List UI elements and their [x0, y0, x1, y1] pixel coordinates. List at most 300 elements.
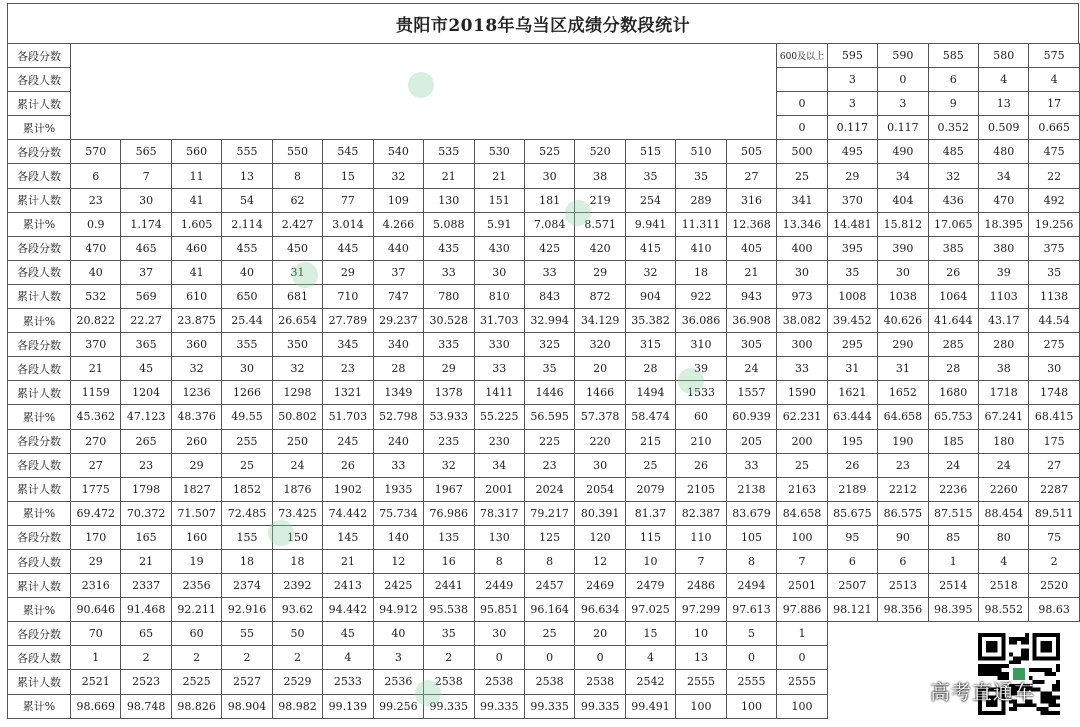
table-cell: 87.515	[928, 501, 978, 525]
table-cell: 95.851	[474, 598, 524, 622]
table-cell: 7	[676, 549, 726, 573]
row-label: 累计%	[8, 694, 71, 718]
table-cell: 681	[272, 284, 322, 308]
table-cell: 170	[71, 525, 121, 549]
table-cell: 21	[323, 549, 373, 573]
table-cell: 29	[575, 260, 625, 284]
table-cell: 280	[979, 333, 1029, 357]
table-cell: 140	[373, 525, 423, 549]
table-cell: 2	[222, 646, 272, 670]
table-cell: 32	[373, 164, 423, 188]
table-cell: 64.658	[878, 405, 928, 429]
table-cell: 1204	[121, 381, 171, 405]
table-cell: 8	[524, 549, 574, 573]
table-cell: 1718	[979, 381, 1029, 405]
table-cell: 99.139	[323, 694, 373, 718]
table-cell: 580	[979, 44, 1029, 68]
table-cell: 4	[979, 549, 1029, 573]
table-cell: 225	[524, 429, 574, 453]
table-cell: 77	[323, 188, 373, 212]
table-cell: 155	[222, 525, 272, 549]
table-cell: 20	[575, 357, 625, 381]
table-cell: 1902	[323, 477, 373, 501]
table-cell: 22.27	[121, 309, 171, 333]
table-cell: 569	[121, 284, 171, 308]
table-cell: 530	[474, 140, 524, 164]
table-cell: 33	[777, 357, 827, 381]
table-cell: 32	[171, 357, 221, 381]
table-cell: 3	[827, 68, 877, 92]
table-cell: 30	[777, 260, 827, 284]
table-cell: 2555	[777, 670, 827, 694]
table-cell: 5.088	[424, 212, 474, 236]
table-cell: 52.798	[373, 405, 423, 429]
table-cell: 25	[524, 622, 574, 646]
table-cell: 650	[222, 284, 272, 308]
table-cell: 13	[676, 646, 726, 670]
table-cell: 365	[121, 333, 171, 357]
table-cell: 335	[424, 333, 474, 357]
table-cell: 10	[625, 549, 675, 573]
table-cell: 150	[272, 525, 322, 549]
table-cell: 425	[524, 236, 574, 260]
table-cell: 525	[524, 140, 574, 164]
table-cell: 2533	[323, 670, 373, 694]
table-cell: 99.256	[373, 694, 423, 718]
table-cell: 2527	[222, 670, 272, 694]
table-cell	[777, 68, 827, 92]
table-cell: 33	[474, 357, 524, 381]
table-cell: 215	[625, 429, 675, 453]
table-cell: 8	[726, 549, 777, 573]
table-cell: 90.646	[71, 598, 121, 622]
table-cell: 135	[424, 525, 474, 549]
table-cell: 0.117	[878, 116, 928, 140]
table-cell: 235	[424, 429, 474, 453]
table-cell: 1967	[424, 477, 474, 501]
table-cell: 532	[71, 284, 121, 308]
table-cell: 100	[777, 694, 827, 718]
table-cell: 290	[878, 333, 928, 357]
table-cell: 0.509	[979, 116, 1029, 140]
table-cell: 1159	[71, 381, 121, 405]
table-cell: 430	[474, 236, 524, 260]
table-cell: 115	[625, 525, 675, 549]
table-cell: 160	[171, 525, 221, 549]
table-cell: 100	[676, 694, 726, 718]
table-cell: 36.908	[726, 309, 777, 333]
table-cell: 2518	[979, 574, 1029, 598]
table-cell: 98.826	[171, 694, 221, 718]
table-cell: 29	[71, 549, 121, 573]
table-cell: 1236	[171, 381, 221, 405]
table-cell: 300	[777, 333, 827, 357]
table-cell: 2507	[827, 574, 877, 598]
table-cell: 100	[777, 525, 827, 549]
table-cell: 79.217	[524, 501, 574, 525]
table-cell: 13	[222, 164, 272, 188]
table-cell: 30	[121, 188, 171, 212]
table-cell: 6	[71, 164, 121, 188]
table-cell: 70	[71, 622, 121, 646]
row-label: 各段分数	[8, 429, 71, 453]
table-cell: 98.669	[71, 694, 121, 718]
row-label: 各段分数	[8, 140, 71, 164]
table-cell: 510	[676, 140, 726, 164]
table-cell: 98.982	[272, 694, 322, 718]
table-cell: 395	[827, 236, 877, 260]
table-cell: 175	[1029, 429, 1079, 453]
table-cell: 98.356	[878, 598, 928, 622]
table-cell: 12	[575, 549, 625, 573]
table-cell: 505	[726, 140, 777, 164]
table-cell: 1008	[827, 284, 877, 308]
table-cell: 350	[272, 333, 322, 357]
table-cell: 63.444	[827, 405, 877, 429]
table-cell: 180	[979, 429, 1029, 453]
table-cell: 17	[1029, 92, 1079, 116]
table-cell: 3	[878, 92, 928, 116]
table-cell: 404	[878, 188, 928, 212]
table-cell: 23	[323, 357, 373, 381]
table-cell: 520	[575, 140, 625, 164]
table-cell: 28	[625, 357, 675, 381]
table-cell: 780	[424, 284, 474, 308]
watermark-logo-icon	[292, 262, 318, 288]
table-cell: 370	[71, 333, 121, 357]
row-label: 各段分数	[8, 236, 71, 260]
table-cell: 1798	[121, 477, 171, 501]
table-cell: 29	[827, 164, 877, 188]
table-cell: 11	[171, 164, 221, 188]
table-cell: 475	[1029, 140, 1079, 164]
table-cell: 2501	[777, 574, 827, 598]
table-cell: 30	[1029, 357, 1079, 381]
table-cell: 4	[323, 646, 373, 670]
table-cell: 30	[474, 622, 524, 646]
table-cell: 78.317	[474, 501, 524, 525]
table-cell: 145	[323, 525, 373, 549]
table-cell: 0	[878, 68, 928, 92]
table-cell: 390	[878, 236, 928, 260]
table-cell: 53.933	[424, 405, 474, 429]
table-cell: 9	[928, 92, 978, 116]
table-cell: 20.822	[71, 309, 121, 333]
cumulative-percent-row	[8, 309, 1080, 333]
table-cell: 2479	[625, 574, 675, 598]
table-cell: 83.679	[726, 501, 777, 525]
table-cell: 6	[827, 549, 877, 573]
table-cell: 316	[726, 188, 777, 212]
watermark-logo-icon	[408, 72, 434, 98]
table-cell: 50.802	[272, 405, 322, 429]
table-cell: 1138	[1029, 284, 1079, 308]
table-cell: 15	[323, 164, 373, 188]
table-cell: 250	[272, 429, 322, 453]
table-cell: 100	[726, 694, 777, 718]
table-cell: 270	[71, 429, 121, 453]
table-cell: 500	[777, 140, 827, 164]
table-cell: 29	[171, 453, 221, 477]
table-cell: 99.491	[625, 694, 675, 718]
table-cell: 40.626	[878, 309, 928, 333]
table-cell: 2529	[272, 670, 322, 694]
table-cell: 50	[272, 622, 322, 646]
table-cell: 35	[424, 622, 474, 646]
table-cell: 30	[524, 164, 574, 188]
table-cell: 2449	[474, 574, 524, 598]
table-cell: 810	[474, 284, 524, 308]
table-cell: 16	[424, 549, 474, 573]
table-cell: 747	[373, 284, 423, 308]
table-cell: 904	[625, 284, 675, 308]
table-cell: 35	[625, 164, 675, 188]
table-cell: 2523	[121, 670, 171, 694]
table-cell: 32.994	[524, 309, 574, 333]
table-cell: 24	[272, 453, 322, 477]
table-cell: 27	[1029, 453, 1079, 477]
cumulative-count-row	[8, 381, 1080, 405]
table-cell: 220	[575, 429, 625, 453]
table-cell: 1321	[323, 381, 373, 405]
table-cell: 18	[272, 549, 322, 573]
table-cell: 23	[878, 453, 928, 477]
table-cell: 355	[222, 333, 272, 357]
table-cell: 44.54	[1029, 309, 1079, 333]
table-cell: 2441	[424, 574, 474, 598]
table-cell: 8	[272, 164, 322, 188]
table-cell: 445	[323, 236, 373, 260]
count-row	[8, 260, 1080, 284]
table-cell: 2.114	[222, 212, 272, 236]
score-row	[8, 236, 1080, 260]
table-cell: 110	[676, 525, 726, 549]
table-cell: 36.086	[676, 309, 726, 333]
table-cell: 0	[524, 646, 574, 670]
table-cell: 1775	[71, 477, 121, 501]
table-cell: 400	[777, 236, 827, 260]
table-cell: 1	[928, 549, 978, 573]
table-cell: 8.571	[575, 212, 625, 236]
table-cell: 35	[676, 164, 726, 188]
table-cell: 88.454	[979, 501, 1029, 525]
table-cell: 97.299	[676, 598, 726, 622]
score-row	[8, 525, 1080, 549]
row-label: 各段分数	[8, 44, 71, 68]
table-cell: 2525	[171, 670, 221, 694]
count-row	[8, 164, 1080, 188]
table-cell: 0	[474, 646, 524, 670]
table-cell: 27.789	[323, 309, 373, 333]
table-cell: 97.025	[625, 598, 675, 622]
table-cell: 13	[979, 92, 1029, 116]
table-cell: 99.335	[575, 694, 625, 718]
table-cell: 550	[272, 140, 322, 164]
table-cell: 255	[222, 429, 272, 453]
table-cell: 0.117	[827, 116, 877, 140]
table-cell: 1	[777, 622, 827, 646]
table-cell: 2138	[726, 477, 777, 501]
count-row	[8, 549, 1080, 573]
table-cell: 375	[1029, 236, 1079, 260]
watermark-logo-icon	[678, 368, 704, 394]
cumulative-count-row	[8, 188, 1080, 212]
table-cell: 94.912	[373, 598, 423, 622]
table-cell: 6	[928, 68, 978, 92]
cumulative-count-row	[8, 477, 1080, 501]
table-cell: 58.474	[625, 405, 675, 429]
table-cell: 71.507	[171, 501, 221, 525]
table-cell: 200	[777, 429, 827, 453]
table-cell: 480	[979, 140, 1029, 164]
table-cell: 23	[71, 188, 121, 212]
table-cell: 70.372	[121, 501, 171, 525]
table-cell: 33	[424, 260, 474, 284]
table-cell: 17.065	[928, 212, 978, 236]
table-cell: 9.941	[625, 212, 675, 236]
table-cell: 2555	[676, 670, 726, 694]
table-cell: 2	[171, 646, 221, 670]
table-cell: 345	[323, 333, 373, 357]
table-cell: 1.174	[121, 212, 171, 236]
table-cell: 39.452	[827, 309, 877, 333]
table-cell: 96.164	[524, 598, 574, 622]
table-cell: 240	[373, 429, 423, 453]
table-cell: 0	[777, 116, 827, 140]
table-cell: 60.939	[726, 405, 777, 429]
table-cell: 22	[1029, 164, 1079, 188]
table-cell: 7.084	[524, 212, 574, 236]
score-row	[8, 140, 1080, 164]
row-label: 累计%	[8, 212, 71, 236]
table-cell: 165	[121, 525, 171, 549]
table-cell: 5	[726, 622, 777, 646]
table-cell: 560	[171, 140, 221, 164]
table-cell: 710	[323, 284, 373, 308]
table-cell: 515	[625, 140, 675, 164]
row-label: 各段人数	[8, 453, 71, 477]
row-label: 累计人数	[8, 284, 71, 308]
table-cell: 31	[272, 260, 322, 284]
score-table-frame	[7, 3, 1079, 722]
table-cell: 2337	[121, 574, 171, 598]
table-cell: 23.875	[171, 309, 221, 333]
table-cell: 590	[878, 44, 928, 68]
table-cell: 15	[625, 622, 675, 646]
table-cell: 74.442	[323, 501, 373, 525]
table-cell: 492	[1029, 188, 1079, 212]
table-cell: 29	[323, 260, 373, 284]
table-cell: 82.387	[676, 501, 726, 525]
count-row	[8, 453, 1080, 477]
row-label: 各段人数	[8, 549, 71, 573]
table-cell: 62	[272, 188, 322, 212]
table-cell: 24	[726, 357, 777, 381]
table-cell: 415	[625, 236, 675, 260]
table-cell: 2514	[928, 574, 978, 598]
table-cell: 55	[222, 622, 272, 646]
table-cell: 205	[726, 429, 777, 453]
table-cell: 585	[928, 44, 978, 68]
table-cell: 27	[71, 453, 121, 477]
table-cell: 0	[726, 646, 777, 670]
table-cell: 2356	[171, 574, 221, 598]
table-cell: 38	[979, 357, 1029, 381]
table-cell: 39	[676, 357, 726, 381]
table-cell: 11.311	[676, 212, 726, 236]
table-cell: 2413	[323, 574, 373, 598]
table-cell: 25.44	[222, 309, 272, 333]
table-cell: 2212	[878, 477, 928, 501]
table-cell: 99.335	[424, 694, 474, 718]
table-cell: 33	[726, 453, 777, 477]
table-cell: 19.256	[1029, 212, 1079, 236]
table-cell: 7	[121, 164, 171, 188]
table-cell: 470	[979, 188, 1029, 212]
table-cell: 94.442	[323, 598, 373, 622]
table-cell: 1298	[272, 381, 322, 405]
table-cell: 32	[928, 164, 978, 188]
table-cell: 35	[1029, 260, 1079, 284]
table-cell: 38	[575, 164, 625, 188]
table-cell: 85	[928, 525, 978, 549]
table-cell: 2316	[71, 574, 121, 598]
table-cell: 2425	[373, 574, 423, 598]
table-cell: 29	[424, 357, 474, 381]
table-cell: 1103	[979, 284, 1029, 308]
table-cell: 26	[827, 453, 877, 477]
table-cell: 195	[827, 429, 877, 453]
table-cell: 35	[827, 260, 877, 284]
row-label: 累计%	[8, 405, 71, 429]
row-label: 各段人数	[8, 357, 71, 381]
table-cell: 34	[878, 164, 928, 188]
table-cell: 95.538	[424, 598, 474, 622]
table-cell: 18	[222, 549, 272, 573]
table-cell: 2392	[272, 574, 322, 598]
table-cell: 19	[171, 549, 221, 573]
table-cell: 55.225	[474, 405, 524, 429]
table-cell: 490	[878, 140, 928, 164]
table-cell: 38.082	[777, 309, 827, 333]
table-cell: 360	[171, 333, 221, 357]
row-label: 累计人数	[8, 381, 71, 405]
table-cell: 3	[827, 92, 877, 116]
table-cell: 4	[979, 68, 1029, 92]
table-cell: 2521	[71, 670, 121, 694]
brand-watermark: 高考直通车	[930, 680, 1035, 704]
table-cell: 98.395	[928, 598, 978, 622]
table-cell: 33	[373, 453, 423, 477]
table-cell: 21	[121, 549, 171, 573]
table-cell: 31	[827, 357, 877, 381]
score-row	[8, 44, 1080, 68]
table-cell: 30	[474, 260, 524, 284]
table-cell: 973	[777, 284, 827, 308]
table-cell: 4	[1029, 68, 1079, 92]
table-cell: 98.121	[827, 598, 877, 622]
table-cell: 21	[71, 357, 121, 381]
table-cell: 210	[676, 429, 726, 453]
table-cell: 41.644	[928, 309, 978, 333]
table-cell: 90	[878, 525, 928, 549]
table-cell: 60	[676, 405, 726, 429]
table-cell: 30.528	[424, 309, 474, 333]
table-cell: 37	[373, 260, 423, 284]
table-cell: 21	[726, 260, 777, 284]
table-cell: 95	[827, 525, 877, 549]
table-cell: 254	[625, 188, 675, 212]
